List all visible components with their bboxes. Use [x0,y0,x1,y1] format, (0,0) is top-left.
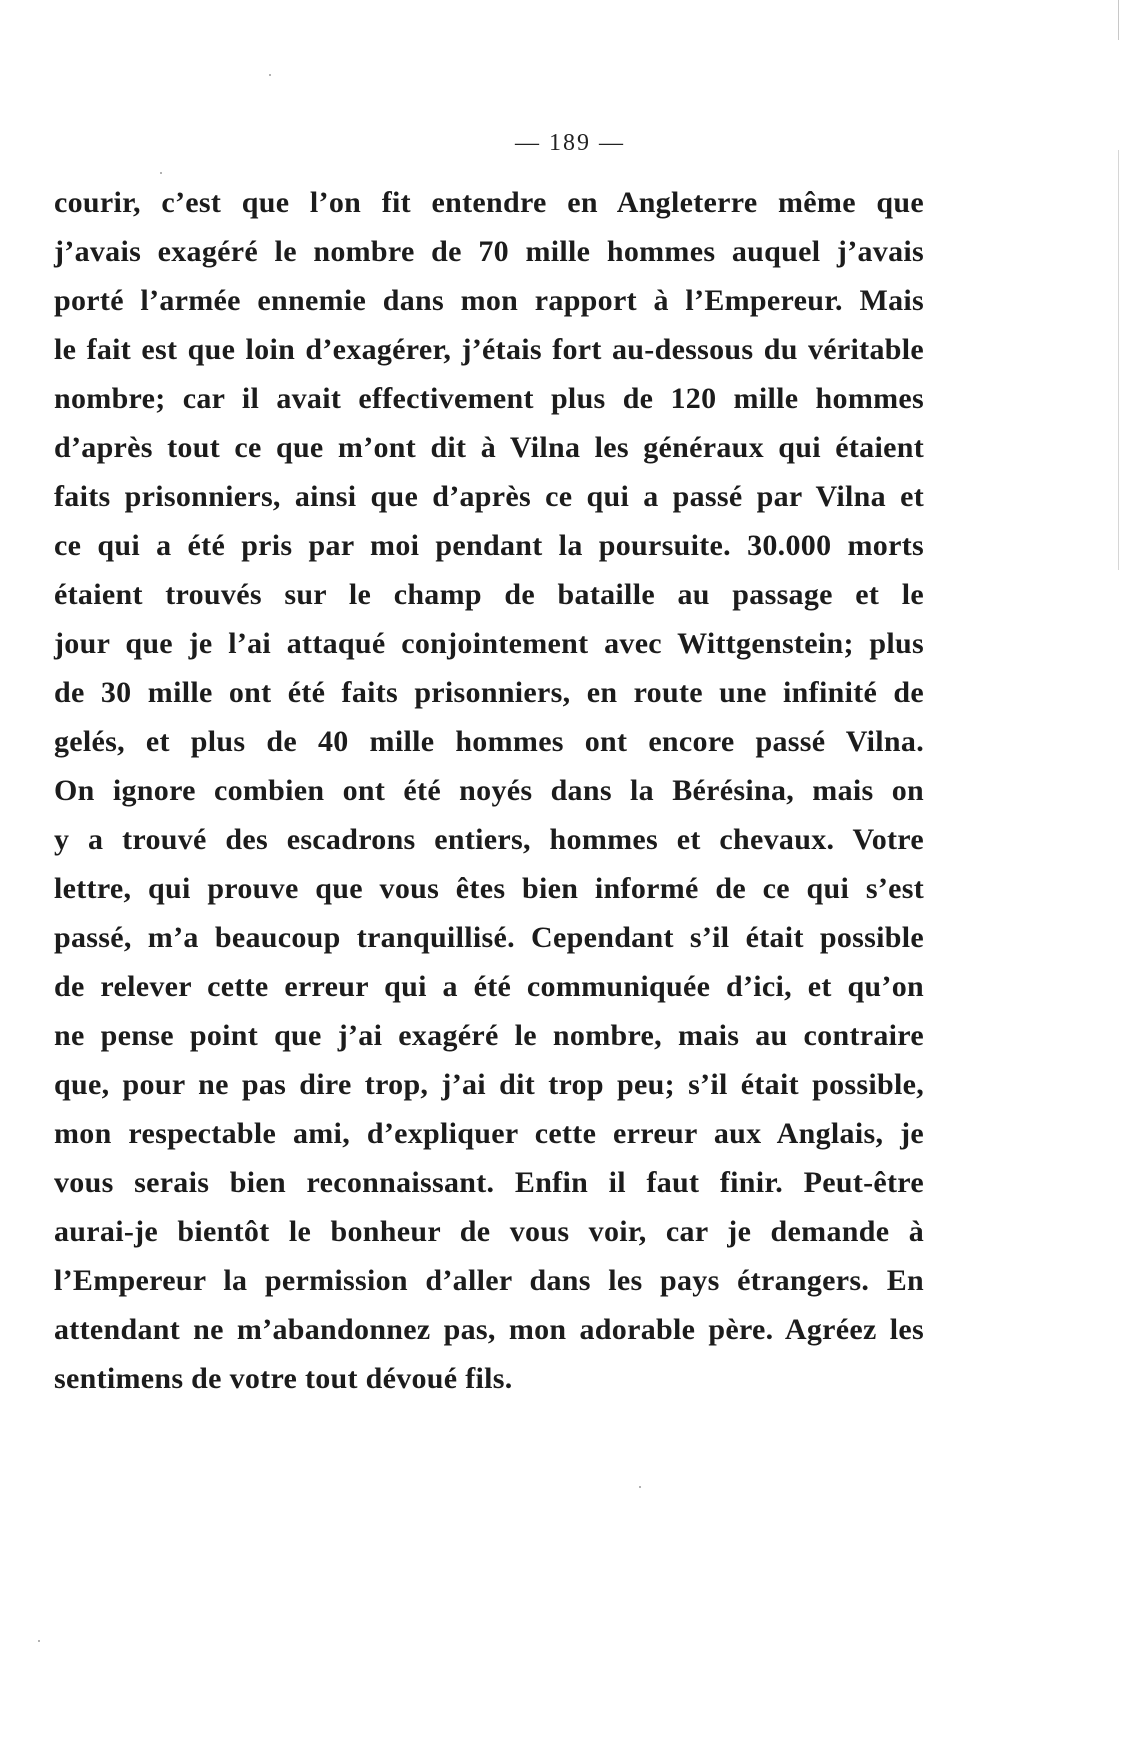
scan-speck [639,1486,641,1488]
text-line: mon respectable ami, d’expliquer cette erreur aux Anglais, je [54,1117,924,1150]
text-line: sentimens de votre tout dévoué fils. [54,1362,513,1395]
text-line: vous serais bien reconnaissant. Enfin il faut finir. Peut-être [54,1166,924,1199]
text-line: jour que je l’ai attaqué conjointement avec Wittgenstein; plus [54,627,924,660]
text-line: passé, m’a beaucoup tranquillisé. Cependant s’il était possible [54,921,924,954]
page-number-header: — 189 — [515,130,625,156]
text-line: ce qui a été pris par moi pendant la poursuite. 30.000 morts [54,529,924,562]
text-line: le fait est que loin d’exagérer, j’étais fort au-dessous du véritable [54,333,924,366]
text-line: porté l’armée ennemie dans mon rapport à l’Empereur. Mais [54,284,924,317]
text-line: j’avais exagéré le nombre de 70 mille hommes auquel j’avais [54,235,924,268]
text-line: courir, c’est que l’on fit entendre en Angleterre même que [54,186,924,219]
text-line: que, pour ne pas dire trop, j’ai dit trop peu; s’il était possible, [54,1068,924,1101]
text-line: lettre, qui prouve que vous êtes bien informé de ce qui s’est [54,872,924,905]
text-line: de 30 mille ont été faits prisonniers, en route une infinité de [54,676,924,709]
text-line: ne pense point que j’ai exagéré le nombre, mais au contraire [54,1019,924,1052]
text-line: gelés, et plus de 40 mille hommes ont encore passé Vilna. [54,725,924,758]
text-line: y a trouvé des escadrons entiers, hommes et chevaux. Votre [54,823,924,856]
text-line: On ignore combien ont été noyés dans la Bérésina, mais on [54,774,924,807]
text-line: étaient trouvés sur le champ de bataille au passage et le [54,578,924,611]
scan-edge-line [1118,0,1119,40]
text-line: aurai-je bientôt le bonheur de vous voir, car je demande à [54,1215,924,1248]
text-line: d’après tout ce que m’ont dit à Vilna les généraux qui étaient [54,431,924,464]
text-line: l’Empereur la permission d’aller dans les pays étrangers. En [54,1264,924,1297]
scan-edge-line [1118,150,1119,570]
scan-speck [160,172,162,174]
body-text [54,178,924,1403]
text-line: de relever cette erreur qui a été communiquée d’ici, et qu’on [54,970,924,1003]
scan-speck [269,74,271,76]
scan-speck [38,1640,40,1642]
text-line: attendant ne m’abandonnez pas, mon adorable père. Agréez les [54,1313,924,1346]
text-line: faits prisonniers, ainsi que d’après ce qui a passé par Vilna et [54,480,924,513]
text-line: nombre; car il avait effectivement plus de 120 mille hommes [54,382,924,415]
